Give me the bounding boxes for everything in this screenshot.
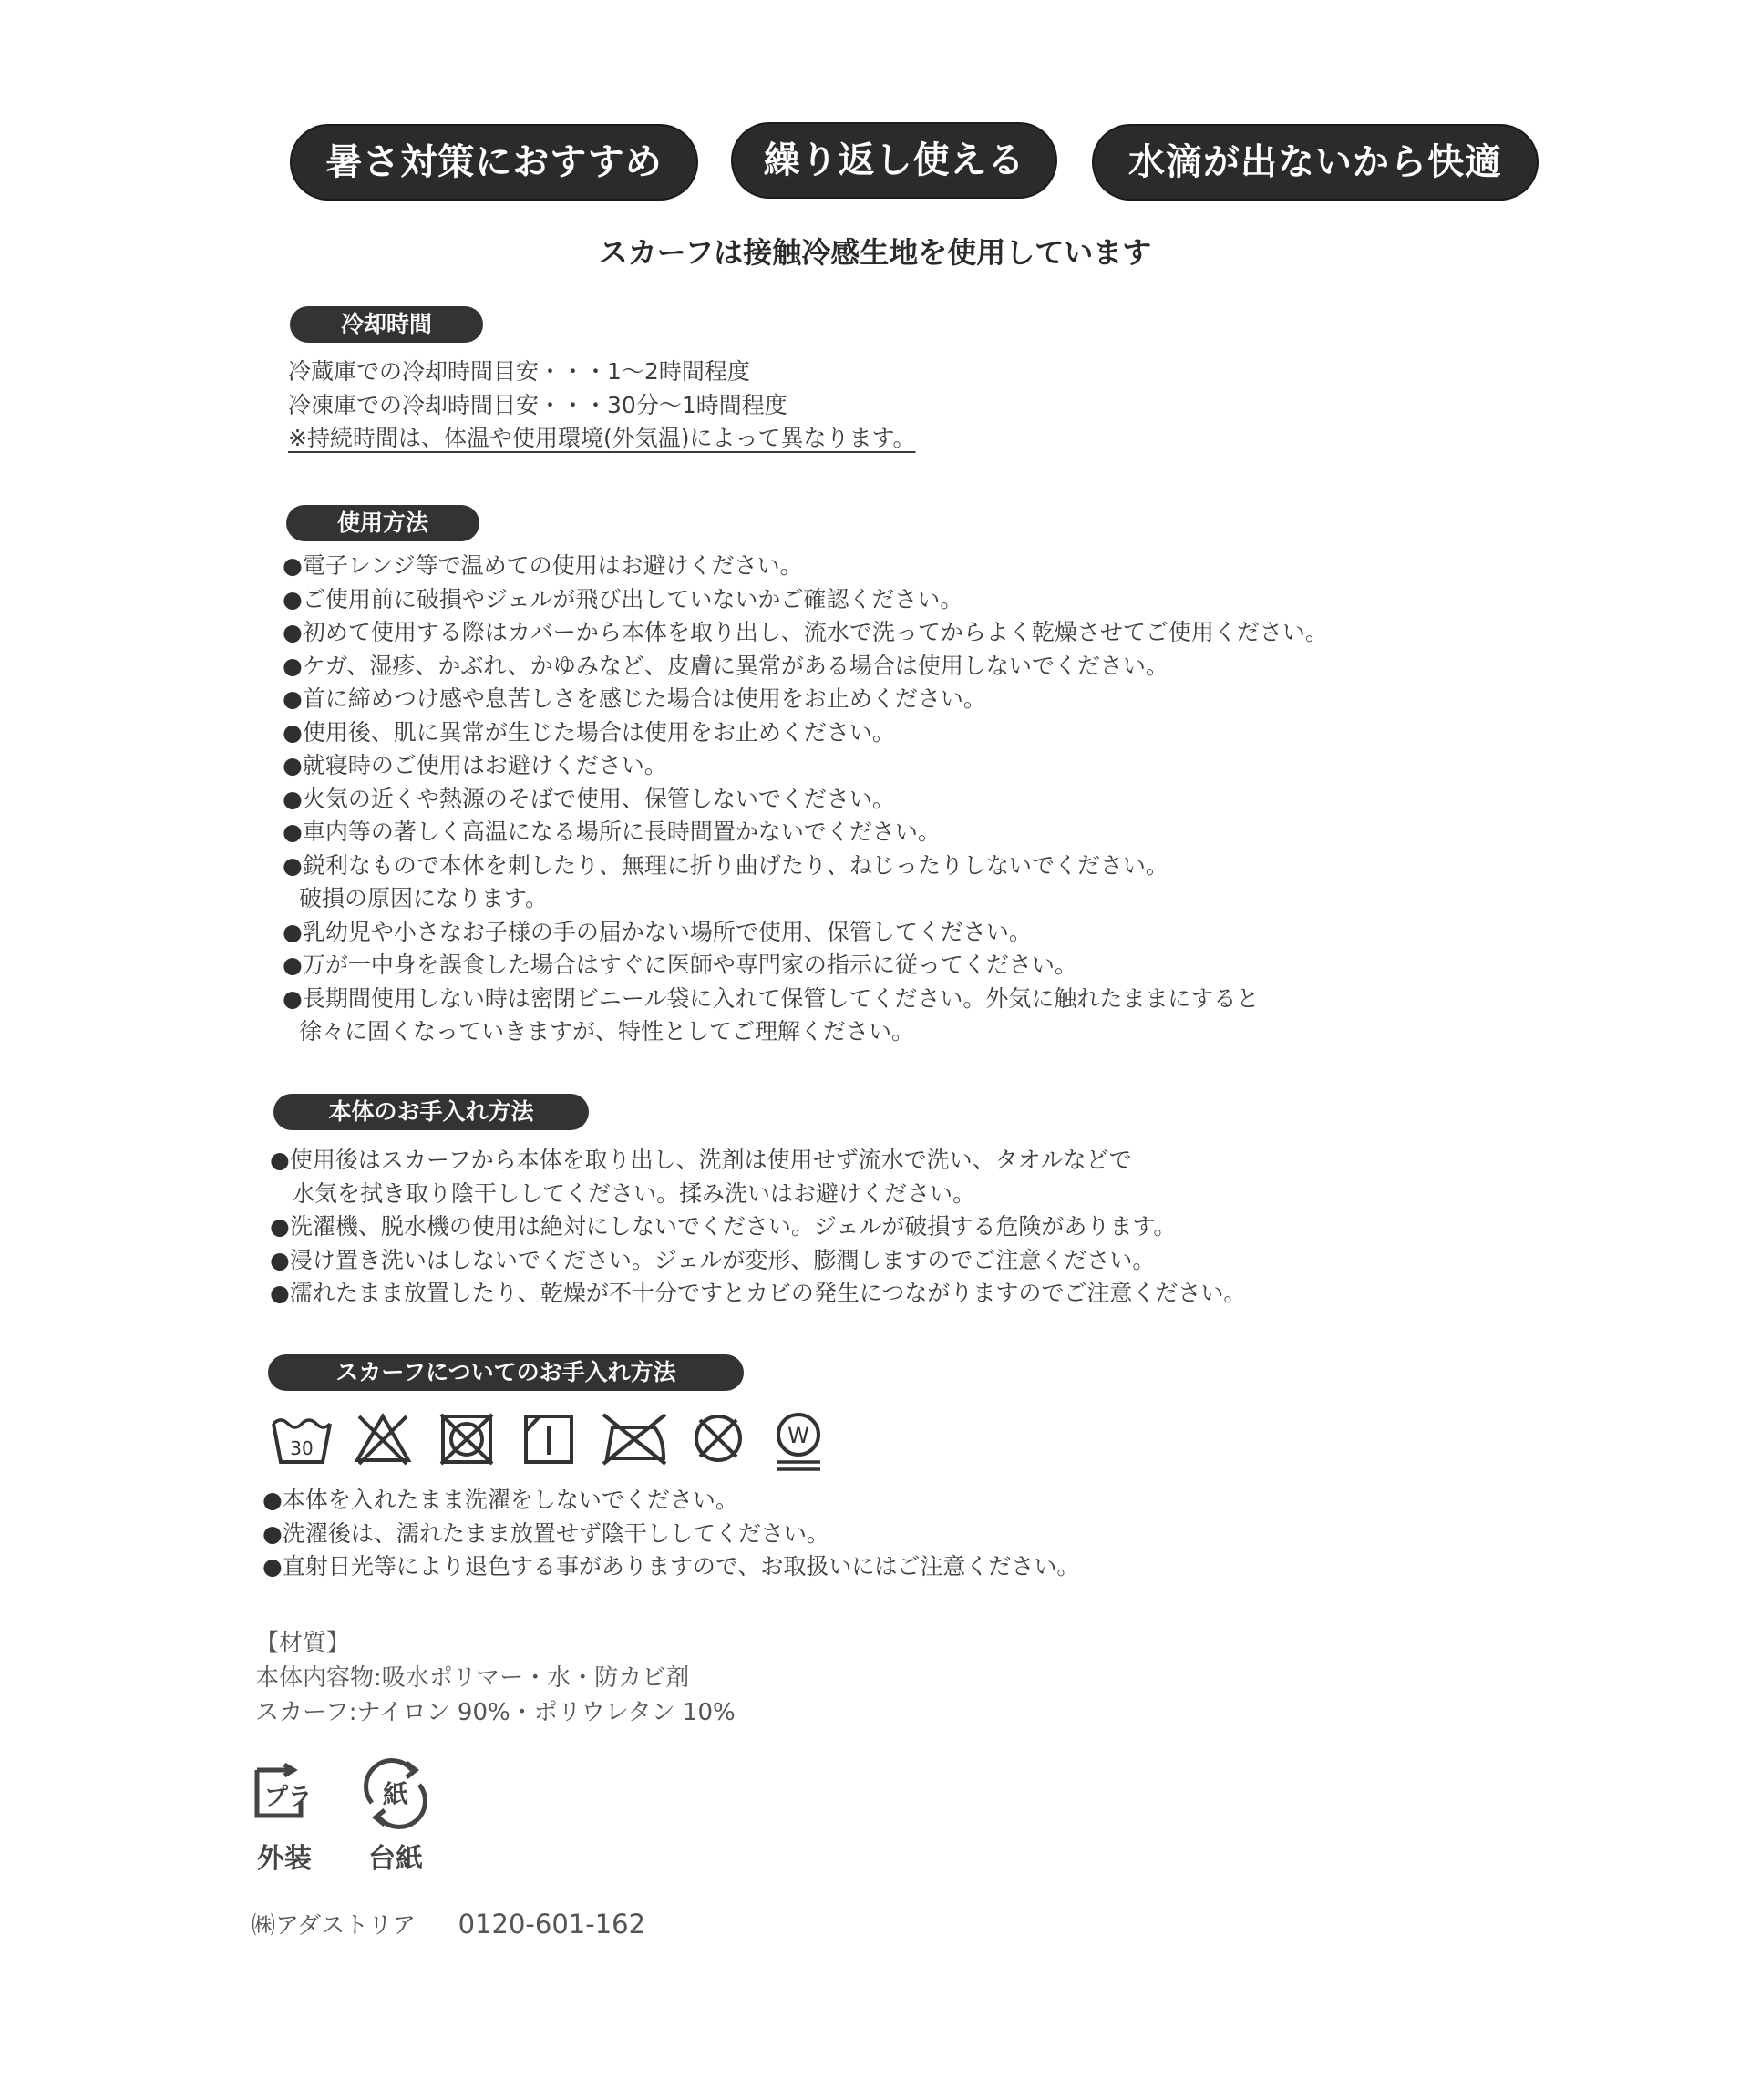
- company-info: [252, 1907, 645, 1940]
- no-bleach-icon: [354, 1411, 412, 1466]
- list-item: ●ご使用前に破損やジェルが飛び出していないかご確認ください。: [283, 585, 963, 612]
- badge-heat-recommend: 暑さ対策におすすめ: [292, 126, 696, 199]
- section-title-cooling: 冷却時間: [290, 306, 483, 343]
- subtitle: スカーフは接触冷感生地を使用しています: [598, 235, 1152, 270]
- svg-text:W: W: [788, 1423, 809, 1448]
- company-phone: 0120-601-162: [458, 1909, 646, 1940]
- material-line: スカーフ:ナイロン 90%・ポリウレタン 10%: [255, 1699, 736, 1726]
- wash-30-icon: [270, 1411, 334, 1471]
- recycle-paper: [357, 1755, 434, 1876]
- cooling-line: 冷蔵庫での冷却時間目安・・・1〜2時間程度: [288, 358, 750, 385]
- list-item: ●電子レンジ等で温めての使用はお避けください。: [283, 552, 803, 579]
- section-title-body-care: 本体のお手入れ方法: [273, 1094, 589, 1130]
- no-iron-icon: [600, 1411, 669, 1466]
- paper-recycle-icon: [357, 1755, 434, 1832]
- section-title-usage: 使用方法: [286, 505, 479, 541]
- badge-no-drips: 水滴が出ないから快適: [1094, 126, 1537, 199]
- plastic-recycle-icon: [248, 1759, 321, 1832]
- list-item-continuation: 破損の原因になります。: [299, 885, 549, 911]
- list-item: ●首に締めつけ感や息苦しさを感じた場合は使用をお止めください。: [283, 685, 986, 712]
- list-item: ●就寝時のご使用はお避けください。: [283, 752, 667, 778]
- list-item: ●乳幼児や小さなお子様の手の届かない場所で使用、保管してください。: [283, 918, 1032, 945]
- list-item: ●車内等の著しく高温になる場所に長時間置かないでください。: [283, 818, 941, 845]
- list-item: ●鋭利なもので本体を刺したり、無理に折り曲げたり、ねじったりしないでください。: [283, 851, 1168, 879]
- no-tumble-dry-icon: [438, 1411, 496, 1466]
- wet-clean-icon: [773, 1411, 824, 1475]
- list-item: ●使用後、肌に異常が生じた場合は使用をお止めください。: [283, 718, 895, 746]
- list-item: ●濡れたまま放置したり、乾燥が不十分ですとカビの発生につながりますのでご注意ください。: [270, 1280, 1247, 1306]
- svg-text:30: 30: [290, 1437, 314, 1459]
- recycle-plastic: [248, 1759, 321, 1876]
- list-item: ●洗濯機、脱水機の使用は絶対にしないでください。ジェルが破損する危険があります。: [270, 1213, 1177, 1240]
- list-item: ●ケガ、湿疹、かぶれ、かゆみなど、皮膚に異常がある場合は使用しないでください。: [283, 652, 1168, 679]
- body-care-list: [270, 1144, 1246, 1311]
- recycle-label: 外装: [257, 1843, 312, 1875]
- material-block: [255, 1626, 736, 1730]
- list-item: ●使用後はスカーフから本体を取り出し、洗剤は使用せず流水で洗い、タオルなどで: [270, 1147, 1132, 1173]
- list-item-continuation: 徐々に固くなっていきますが、特性としてご理解ください。: [299, 1018, 915, 1045]
- usage-list: [283, 550, 1328, 1049]
- cooling-line: 冷凍庫での冷却時間目安・・・30分〜1時間程度: [288, 391, 788, 418]
- list-item: ●長期間使用しない時は密閉ビニール袋に入れて保管してください。外気に触れたままにすると: [283, 984, 1260, 1012]
- material-heading: 【材質】: [255, 1630, 351, 1657]
- list-item: ●洗濯後は、濡れたまま放置せず陰干ししてください。: [262, 1519, 829, 1547]
- list-item: ●火気の近くや熱源のそばで使用、保管しないでください。: [283, 785, 895, 812]
- line-dry-shade-icon: [521, 1411, 576, 1466]
- badge-reusable: 繰り返し使える: [733, 124, 1055, 197]
- list-item: ●本体を入れたまま洗濯をしないでください。: [262, 1487, 738, 1513]
- scarf-care-list: [262, 1484, 1079, 1584]
- cooling-lines: [288, 355, 915, 456]
- cooling-note: ※持続時間は、体温や使用環境(外気温)によって異なります。: [288, 425, 916, 451]
- material-line: 本体内容物:吸水ポリマー・水・防カビ剤: [255, 1664, 690, 1692]
- list-item: ●万が一中身を誤食した場合はすぐに医師や専門家の指示に従ってください。: [283, 952, 1077, 978]
- recycle-label: 台紙: [368, 1843, 423, 1875]
- no-dry-clean-icon: [689, 1411, 747, 1466]
- svg-text:プラ: プラ: [263, 1784, 313, 1811]
- svg-text:紙: 紙: [382, 1779, 409, 1809]
- section-title-scarf-care: スカーフについてのお手入れ方法: [268, 1354, 744, 1391]
- list-item: ●初めて使用する際はカバーから本体を取り出し、流水で洗ってからよく乾燥させてご使用ください。: [283, 619, 1328, 645]
- list-item-continuation: 水気を拭き取り陰干ししてください。揉み洗いはお避けください。: [292, 1179, 976, 1207]
- list-item: ●浸け置き洗いはしないでください。ジェルが変形、膨潤しますのでご注意ください。: [270, 1246, 1156, 1273]
- company-name: ㈱アダストリア: [252, 1912, 417, 1940]
- list-item: ●直射日光等により退色する事がありますので、お取扱いにはご注意ください。: [262, 1553, 1080, 1580]
